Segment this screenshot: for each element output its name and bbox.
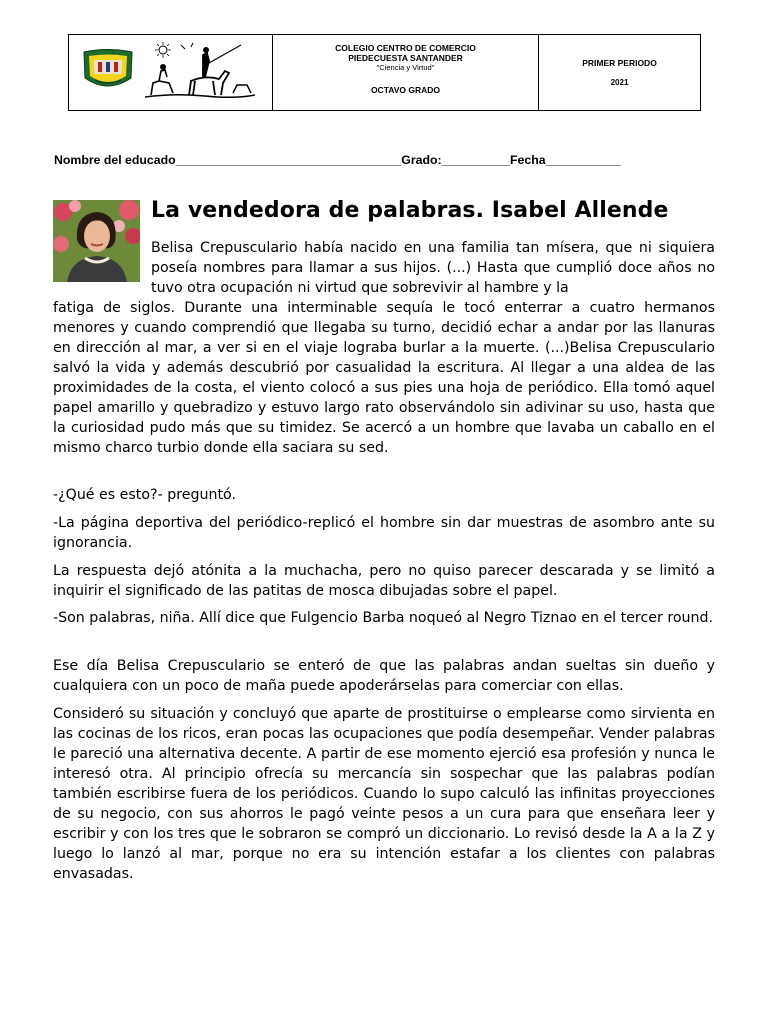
- header-period-cell: [539, 35, 700, 110]
- school-shield-logo: [81, 48, 135, 94]
- school-name-line1: COLEGIO CENTRO DE COMERCIO: [335, 43, 476, 53]
- header-school-cell: [273, 35, 539, 110]
- paragraph-7: Consideró su situación y concluyó que aparte de prostituirse o emplearse como sirvienta en las cocinas de los ricos, eran pocas las ocupaciones que podía desempeñar. Vender palabras le pareció una alternativa decente. A partir de ese momento ejerció esa profesión y nunca le interesó otra. Al principio ofrecía su mercancía sin sospechar que las palabras podían también escribirse fuera de los periódicos. Cuando lo supo calculó las infinitas proyecciones de su negocio, con sus ahorros le pagó veinte pesos a un cura para que enseñara leer y escribir y con los tres que le sobraron se compró un diccionario. Lo revisó desde la A a la Z y luego lo lanzó al mar, porque no era su intención estafar a los clientes con palabras envasadas.: [53, 706, 715, 882]
- paragraph-3: -La página deportiva del periódico-replicó el hombre sin dar muestras de asombro ante su ignorancia.: [53, 515, 715, 551]
- period-label: PRIMER PERIODO: [582, 58, 657, 68]
- paragraph-6: Ese día Belisa Crepusculario se enteró de que las palabras andan sueltas sin dueño y cualquiera con un poco de maña puede apoderárselas para comerciar con ellas.: [53, 658, 715, 694]
- don-quixote-illustration: [145, 41, 255, 101]
- paragraph-4: La respuesta dejó atónita a la muchacha, pero no quiso parecer descarada y se limitó a inquirir el significado de las patitas de mosca dibujadas sobre el papel.: [53, 563, 715, 599]
- school-name-line2: PIEDECUESTA SANTANDER: [348, 53, 463, 63]
- student-info-line: Nombre del educado_________________________________Grado:__________Fecha___________: [54, 153, 621, 167]
- year-label: 2021: [610, 78, 629, 87]
- isabel-allende-portrait: [53, 200, 140, 282]
- paragraph-1-lead: Belisa Crepusculario había nacido en una familia tan mísera, que ni siquiera poseía nombres para llamar a sus hijos. (...) Hasta que cumplió doce años no tuvo otra ocupación ni virtud que sobrevivir al hambre y la: [151, 240, 715, 296]
- school-motto: "Ciencia y Virtud": [376, 63, 435, 72]
- paragraph-2: -¿Qué es esto?- preguntó.: [53, 487, 236, 503]
- header-logo-cell: [69, 35, 273, 110]
- header-table: [68, 34, 701, 111]
- grade-label: OCTAVO GRADO: [370, 85, 441, 95]
- paragraph-1-rest: fatiga de siglos. Durante una interminable sequía le tocó enterrar a cuatro hermanos menores y cuando comprendió que llegaba su turno, decidió echar a andar por las llanuras en dirección al mar, a ver si en el viaje lograba burlar a la muerte. (...)Belisa Crepusculario salvó la vida y además descubrió por casualidad la escritura. Al llegar a una aldea de las proximidades de la costa, el viento colocó a sus pies una hoja de periódico. Ella tomó aquel papel amarillo y quebradizo y estuvo largo rato observándolo sin adivinar su uso, hasta que la curiosidad pudo más que su timidez. Se acercó a un hombre que lavaba un caballo en el mismo charco turbio donde ella saciara su sed.: [53, 300, 715, 456]
- paragraph-5: -Son palabras, niña. Allí dice que Fulgencio Barba noqueó al Negro Tiznao en el tercer round.: [53, 610, 714, 626]
- story-title: La vendedora de palabras. Isabel Allende: [151, 198, 669, 223]
